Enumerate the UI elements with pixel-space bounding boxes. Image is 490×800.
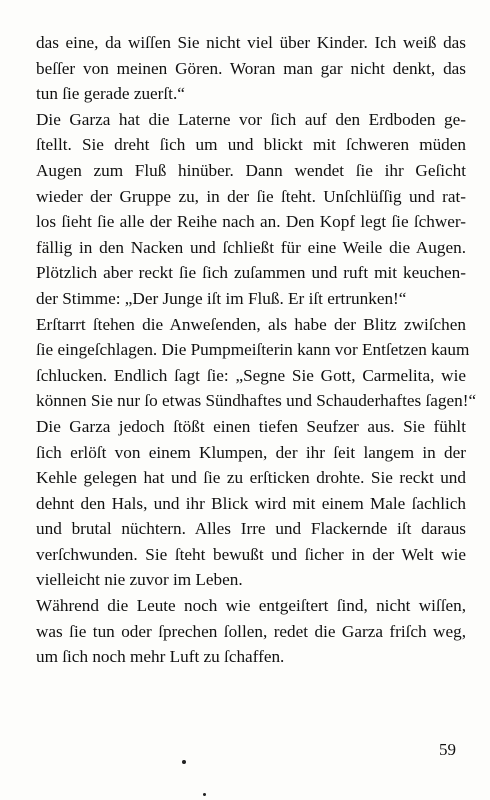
- text-line: tun ſie gerade zuerſt.“: [36, 84, 185, 104]
- page-number: 59: [439, 740, 456, 759]
- text-line: ſich erlöſt von einem Klumpen, der ihr ſeit langem in der: [36, 442, 466, 462]
- text-line: Die Garza jedoch ſtößt einen tiefen Seufzer aus. Sie fühlt: [36, 416, 466, 436]
- body-text: [36, 30, 477, 670]
- text-line: der Stimme: „Der Junge iſt im Fluß. Er iſt ertrunken!“: [36, 288, 407, 308]
- text-line: vielleicht nie zuvor im Leben.: [36, 570, 243, 590]
- text-line: wieder der Gruppe zu, in der ſie ſteht. Unſchlüſſig und rat-: [36, 186, 466, 206]
- paragraph-3: [36, 312, 477, 414]
- text-line: Plötzlich aber reckt ſie ſich zuſammen und ruft mit keuchen-: [36, 263, 466, 283]
- text-line: beſſer von meinen Gören. Woran man gar nicht denkt, das: [36, 58, 466, 78]
- text-line: um ſich noch mehr Luft zu ſchaffen.: [36, 647, 285, 667]
- text-line: das eine, da wiſſen Sie nicht viel über Kinder. Ich weiß das: [36, 33, 466, 52]
- text-line: Augen zum Fluß hinüber. Dann wendet ſie ihr Geſicht: [36, 160, 466, 180]
- text-line: und brutal nüchtern. Alles Irre und Flackernde iſt daraus: [36, 519, 466, 539]
- paragraph-2: [36, 107, 466, 312]
- text-line: Kehle gelegen hat und ſie zu erſticken drohte. Sie reckt und: [36, 468, 466, 488]
- paragraph-4: [36, 414, 466, 593]
- text-line: können Sie nur ſo etwas Sündhaftes und Schauderhaftes ſagen!“: [36, 391, 477, 411]
- text-line: ſie eingeſchlagen. Die Pumpmeiſterin kann vor Entſetzen kaum: [36, 340, 470, 360]
- text-line: Die Garza hat die Laterne vor ſich auf den Erdboden ge-: [36, 109, 466, 129]
- print-speck: [203, 793, 206, 796]
- text-line: was ſie tun oder ſprechen ſollen, redet die Garza friſch weg,: [36, 621, 466, 641]
- text-line: Erſtarrt ſtehen die Anweſenden, als habe der Blitz zwiſchen: [36, 314, 466, 334]
- text-line: ſtellt. Sie dreht ſich um und blickt mit ſchweren müden: [36, 135, 466, 155]
- print-speck: [182, 760, 186, 764]
- text-line: los ſieht ſie alle der Reihe nach an. Den Kopf legt ſie ſchwer-: [36, 212, 466, 232]
- paragraph-5: [36, 593, 466, 670]
- paragraph-1: [36, 30, 466, 107]
- text-line: ſchlucken. Endlich ſagt ſie: „Segne Sie Gott, Carmelita, wie: [36, 365, 466, 385]
- text-line: fällig in den Nacken und ſchließt für eine Weile die Augen.: [36, 237, 466, 257]
- text-line: verſchwunden. Sie ſteht bewußt und ſicher in der Welt wie: [36, 544, 466, 564]
- text-line: Während die Leute noch wie entgeiſtert ſind, nicht wiſſen,: [36, 596, 466, 616]
- text-line: dehnt den Hals, und ihr Blick wird mit einem Male ſachlich: [36, 493, 466, 513]
